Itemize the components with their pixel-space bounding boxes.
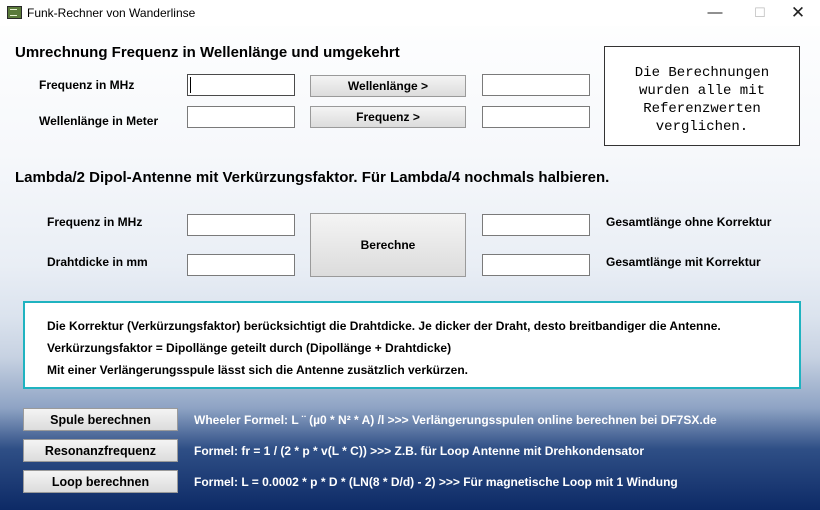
length-with-correction-label: Gesamtlänge mit Korrektur <box>606 255 761 269</box>
length-without-correction-output[interactable] <box>482 214 590 236</box>
frequency-label: Frequenz in MHz <box>39 78 135 92</box>
info-line-1: Die Korrektur (Verkürzungsfaktor) berücksichtigt die Drahtdicke. Je dicker der Draht, desto breitbandiger die Antenne. <box>47 319 721 333</box>
info-line-2: Verkürzungsfaktor = Dipollänge geteilt durch (Dipollänge + Drahtdicke) <box>47 341 452 355</box>
calculate-button[interactable]: Berechne <box>310 213 466 277</box>
maximize-button[interactable]: ☐ <box>754 5 766 20</box>
loop-formula-text: Formel: L = 0.0002 * p * D * (LN(8 * D/d) - 2) >>> Für magnetische Loop mit 1 Windung <box>194 475 678 489</box>
wire-thickness-label: Drahtdicke in mm <box>47 255 148 269</box>
loop-calc-button[interactable]: Loop berechnen <box>23 470 178 493</box>
wheeler-formula-text: Wheeler Formel: L ¨ (µ0 * N² * A) /l >>> Verlängerungsspulen online berechnen bei DF7SX.de <box>194 413 717 427</box>
to-frequency-button[interactable]: Frequenz > <box>310 106 466 128</box>
window-title: Funk-Rechner von Wanderlinse <box>27 6 196 20</box>
app-icon <box>7 6 22 19</box>
reference-note: Die Berechnungen wurden alle mit Referenzwerten verglichen. <box>604 46 800 146</box>
to-wavelength-button[interactable]: Wellenlänge > <box>310 75 466 97</box>
close-button[interactable]: ✕ <box>790 3 806 22</box>
resonance-button[interactable]: Resonanzfrequenz <box>23 439 178 462</box>
coil-calc-button[interactable]: Spule berechnen <box>23 408 178 431</box>
info-line-3: Mit einer Verlängerungsspule lässt sich die Antenne zusätzlich verkürzen. <box>47 363 469 377</box>
wavelength-input[interactable] <box>187 106 295 128</box>
info-box <box>23 301 801 389</box>
frequency-output[interactable] <box>482 106 590 128</box>
minimize-button[interactable]: — <box>707 4 723 21</box>
frequency-input[interactable] <box>187 74 295 96</box>
resonance-formula-text: Formel: fr = 1 / (2 * p * v(L * C)) >>> Z.B. für Loop Antenne mit Drehkondensator <box>194 444 645 458</box>
title-bar <box>0 0 820 26</box>
length-without-correction-label: Gesamtlänge ohne Korrektur <box>606 215 772 229</box>
wavelength-output[interactable] <box>482 74 590 96</box>
length-with-correction-output[interactable] <box>482 254 590 276</box>
text-cursor <box>190 77 191 93</box>
dipole-frequency-input[interactable] <box>187 214 295 236</box>
dipole-frequency-label: Frequenz in MHz <box>47 215 143 229</box>
wavelength-label: Wellenlänge in Meter <box>39 114 159 128</box>
wire-thickness-input[interactable] <box>187 254 295 276</box>
section1-heading: Umrechnung Frequenz in Wellenlänge und umgekehrt <box>15 44 400 61</box>
section2-heading: Lambda/2 Dipol-Antenne mit Verkürzungsfaktor. Für Lambda/4 nochmals halbieren. <box>15 169 610 186</box>
